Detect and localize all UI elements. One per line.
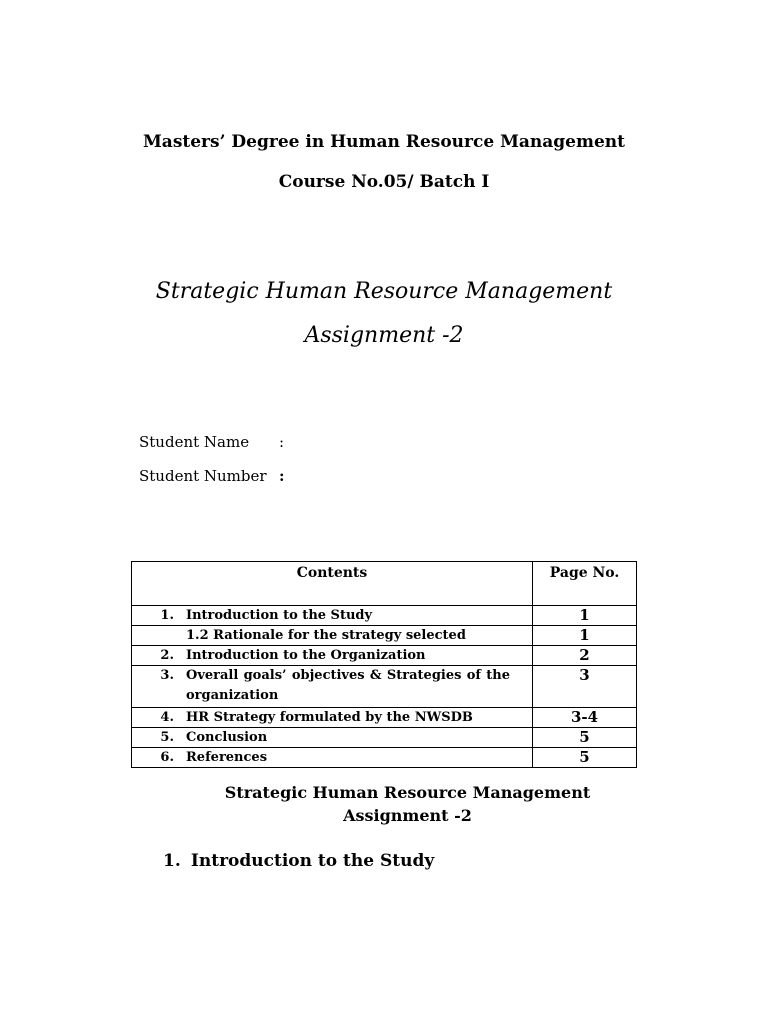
contents-header: Contents	[132, 562, 533, 606]
row-text: Introduction to the Organization	[186, 648, 426, 663]
body-subtitle: Strategic Human Resource Management	[224, 783, 591, 802]
section-heading	[163, 851, 434, 871]
row-page: 2	[533, 646, 637, 666]
body-assignment-subtitle: Assignment -2	[343, 806, 472, 825]
row-text: Conclusion	[186, 730, 268, 745]
section-number: 1.	[163, 851, 181, 871]
student-name-colon: :	[279, 433, 285, 451]
table-row	[132, 606, 637, 626]
page-no-header: Page No.	[533, 562, 637, 606]
row-text: References	[186, 750, 268, 765]
table-row	[132, 646, 637, 666]
row-number: 2.	[160, 648, 174, 663]
row-text: HR Strategy formulated by the NWSDB	[186, 710, 473, 725]
table-row	[132, 626, 637, 646]
row-page: 5	[533, 748, 637, 768]
row-number: 6.	[160, 750, 174, 765]
student-name-label: Student Name	[139, 433, 250, 451]
table-row	[132, 708, 637, 728]
table-header-row	[132, 562, 637, 606]
degree-title: Masters’ Degree in Human Resource Management	[142, 132, 625, 152]
row-number: 1.	[160, 608, 174, 623]
table-row	[132, 728, 637, 748]
table-row	[132, 748, 637, 768]
student-number-colon: :	[279, 467, 285, 485]
main-title: Strategic Human Resource Management	[155, 279, 613, 304]
row-page: 1	[533, 626, 637, 646]
row-page: 1	[533, 606, 637, 626]
row-page: 3-4	[533, 708, 637, 728]
student-number-row	[139, 467, 285, 485]
row-text-continued: organization	[186, 688, 279, 703]
student-number-label: Student Number	[139, 467, 267, 485]
section-title: Introduction to the Study	[190, 851, 435, 871]
row-number: 5.	[160, 730, 174, 745]
course-title: Course No.05/ Batch I	[278, 172, 490, 192]
row-number: 4.	[160, 710, 174, 725]
table-row	[132, 666, 637, 708]
row-page: 3	[533, 666, 637, 708]
row-text: Overall goals’ objectives & Strategies of the	[186, 668, 510, 683]
row-text: 1.2 Rationale for the strategy selected	[186, 628, 466, 643]
row-page: 5	[533, 728, 637, 748]
row-text: Introduction to the Study	[186, 608, 373, 623]
student-name-row	[139, 433, 285, 451]
contents-table	[131, 561, 637, 768]
assignment-title: Assignment -2	[304, 323, 464, 348]
row-number: 3.	[160, 668, 174, 683]
